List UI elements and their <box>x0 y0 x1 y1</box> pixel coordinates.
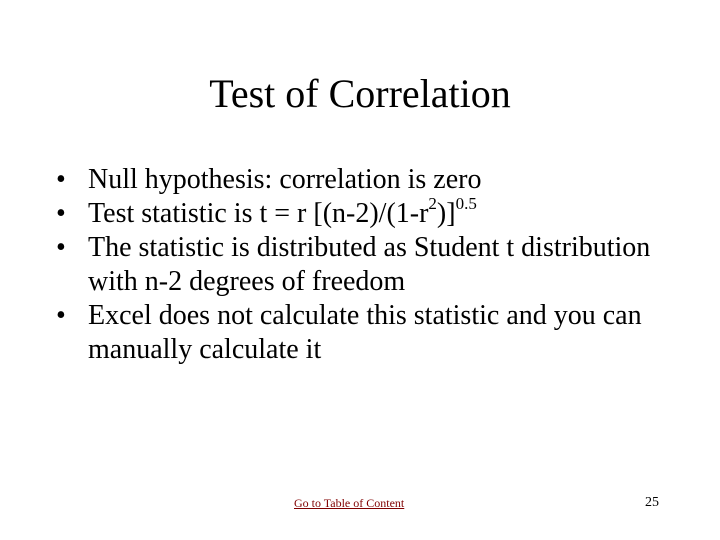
bullet-icon: • <box>56 300 66 331</box>
bullet-list <box>56 163 696 367</box>
bullet-icon: • <box>56 232 66 263</box>
bullet-text: Null hypothesis: correlation is zero <box>88 164 482 195</box>
formula-exponent: 2 <box>428 193 437 213</box>
slide-title: Test of Correlation <box>209 71 511 116</box>
bullet-item <box>56 163 696 197</box>
bullet-text: The statistic is distributed as Student t distribution with n-2 degrees of freedom <box>88 232 651 297</box>
bullet-icon: • <box>56 198 66 229</box>
bullet-item <box>56 231 696 299</box>
bullet-item <box>56 299 696 367</box>
bullet-item <box>56 193 696 231</box>
table-of-content-link[interactable]: Go to Table of Content <box>294 496 405 510</box>
formula-exponent: 0.5 <box>455 193 477 213</box>
formula-text: )] <box>436 198 456 229</box>
bullet-text: Excel does not calculate this statistic and you can manually calculate it <box>88 300 642 365</box>
bullet-text <box>88 193 477 229</box>
page-number: 25 <box>645 495 659 510</box>
formula-text: Test statistic is t = r [(n-2)/(1-r <box>88 198 429 229</box>
bullet-icon: • <box>56 164 66 195</box>
